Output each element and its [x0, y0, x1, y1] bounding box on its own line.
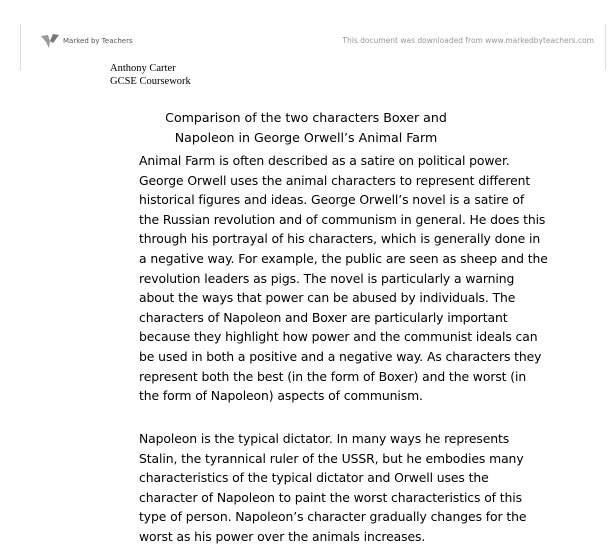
- author-block: [110, 62, 191, 88]
- logo-icon: [40, 33, 60, 49]
- paragraph-2: [139, 429, 526, 547]
- text-line: revolution leaders as pigs. The novel is particularly a warning: [139, 270, 515, 286]
- text-line: George Orwell uses the animal characters to represent different: [139, 172, 531, 188]
- text-line: about the ways that power can be abused by individuals. The: [139, 290, 516, 306]
- text-line: a negative way. For example, the public are seen as sheep and the: [139, 250, 548, 266]
- text-line: the Russian revolution and of communism in general. He does this: [139, 211, 546, 227]
- text-line: Animal Farm is often described as a satire on political power.: [139, 153, 510, 168]
- text-line: historical figures and ideas. George Orwell’s novel is a satire of: [139, 192, 525, 208]
- text-line: characters of Napoleon and Boxer are particularly important: [139, 309, 508, 325]
- text-line: be used in both a positive and a negative way. As characters they: [139, 348, 542, 364]
- text-line: the form of Napoleon) aspects of communism.: [139, 388, 423, 404]
- document-title: [0, 108, 612, 148]
- text-line: because they highlight how power and the communist ideals can: [139, 329, 538, 345]
- title-line: Comparison of the two characters Boxer and: [165, 110, 447, 125]
- text-line: Napoleon is the typical dictator. In many ways he represents: [139, 431, 510, 446]
- text-line: Stalin, the tyrannical ruler of the USSR, but he embodies many: [139, 450, 524, 466]
- logo-text: Marked by Teachers: [63, 37, 133, 45]
- text-line: character of Napoleon to paint the worst characteristics of this: [139, 489, 522, 505]
- text-line: type of person. Napoleon’s character gradually changes for the: [139, 509, 527, 525]
- download-notice: This document was downloaded from www.markedbyteachers.com: [342, 36, 594, 45]
- course-name: GCSE Coursework: [110, 76, 191, 87]
- author-name: Anthony Carter: [110, 63, 176, 74]
- text-line: characteristics of the typical dictator and Orwell uses the: [139, 470, 489, 486]
- text-line: worst as his power over the animals increases.: [139, 528, 426, 544]
- text-line: represent both the best (in the form of Boxer) and the worst (in: [139, 368, 527, 384]
- text-line: through his portrayal of his characters, which is generally done in: [139, 231, 541, 247]
- title-line: Napoleon in George Orwell’s Animal Farm: [174, 130, 438, 145]
- logo: [40, 33, 133, 49]
- paragraph-1: [139, 151, 548, 406]
